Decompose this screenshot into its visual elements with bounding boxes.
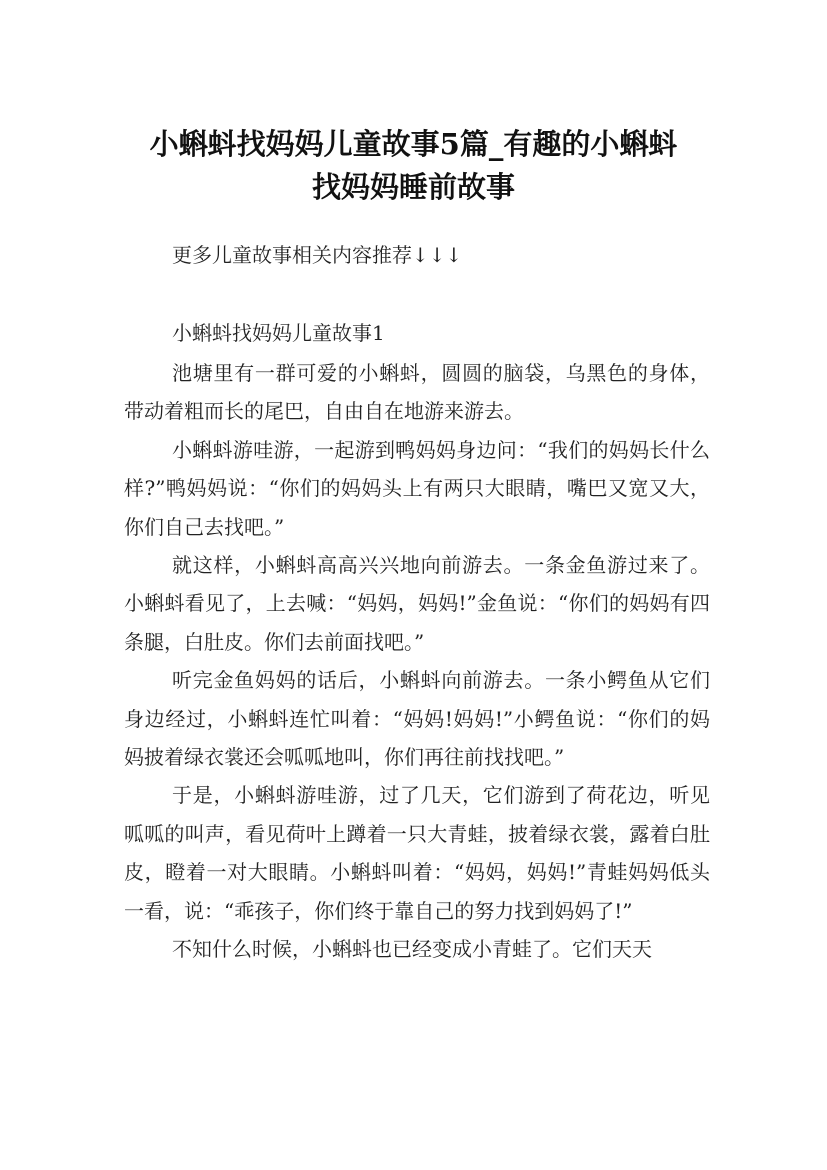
- recommend-text: 更多儿童故事相关内容推荐↓↓↓: [172, 243, 463, 267]
- article-body: [124, 318, 710, 969]
- paragraph-4: 听完金鱼妈妈的话后，小蝌蚪向前游去。一条小鳄鱼从它们身边经过，小蝌蚪连忙叫着：“妈妈!妈妈!”小鳄鱼说：“你们的妈妈披着绿衣裳还会呱呱地叫，你们再往前找找吧。”: [124, 668, 710, 770]
- title-line-2: 找妈妈睡前故事: [311, 170, 515, 205]
- paragraph-6: 不知什么时候，小蝌蚪也已经变成小青蛙了。它们天天: [172, 937, 652, 962]
- document-title: [100, 123, 727, 209]
- paragraph-1: 池塘里有一群可爱的小蝌蚪，圆圆的脑袋，乌黑色的身体，带动着粗而长的尾巴，自由自在地游来游去。: [124, 361, 710, 424]
- story-heading: 小蝌蚪找妈妈儿童故事1: [172, 321, 385, 345]
- paragraph-3: 就这样，小蝌蚪高高兴兴地向前游去。一条金鱼游过来了。小蝌蚪看见了，上去喊：“妈妈，妈妈!”金鱼说：“你们的妈妈有四条腿，白肚皮。你们去前面找吧。”: [124, 553, 710, 654]
- paragraph-2: 小蝌蚪游哇游，一起游到鸭妈妈身边问：“我们的妈妈长什么样?”鸭妈妈说：“你们的妈妈头上有两只大眼睛，嘴巴又宽又大，你们自己去找吧。”: [124, 437, 710, 539]
- title-line-1: 小蝌蚪找妈妈儿童故事5篇_有趣的小蝌蚪: [149, 127, 678, 162]
- paragraph-5: 于是，小蝌蚪游哇游，过了几天，它们游到了荷花边，听见呱呱的叫声，看见荷叶上蹲着一只大青蛙，披着绿衣裳，露着白肚皮，瞪着一对大眼睛。小蝌蚪叫着：“妈妈，妈妈!”青蛙妈妈低头一看，说：“乖孩子，你们终于靠自己的努力找到妈妈了!”: [124, 783, 710, 923]
